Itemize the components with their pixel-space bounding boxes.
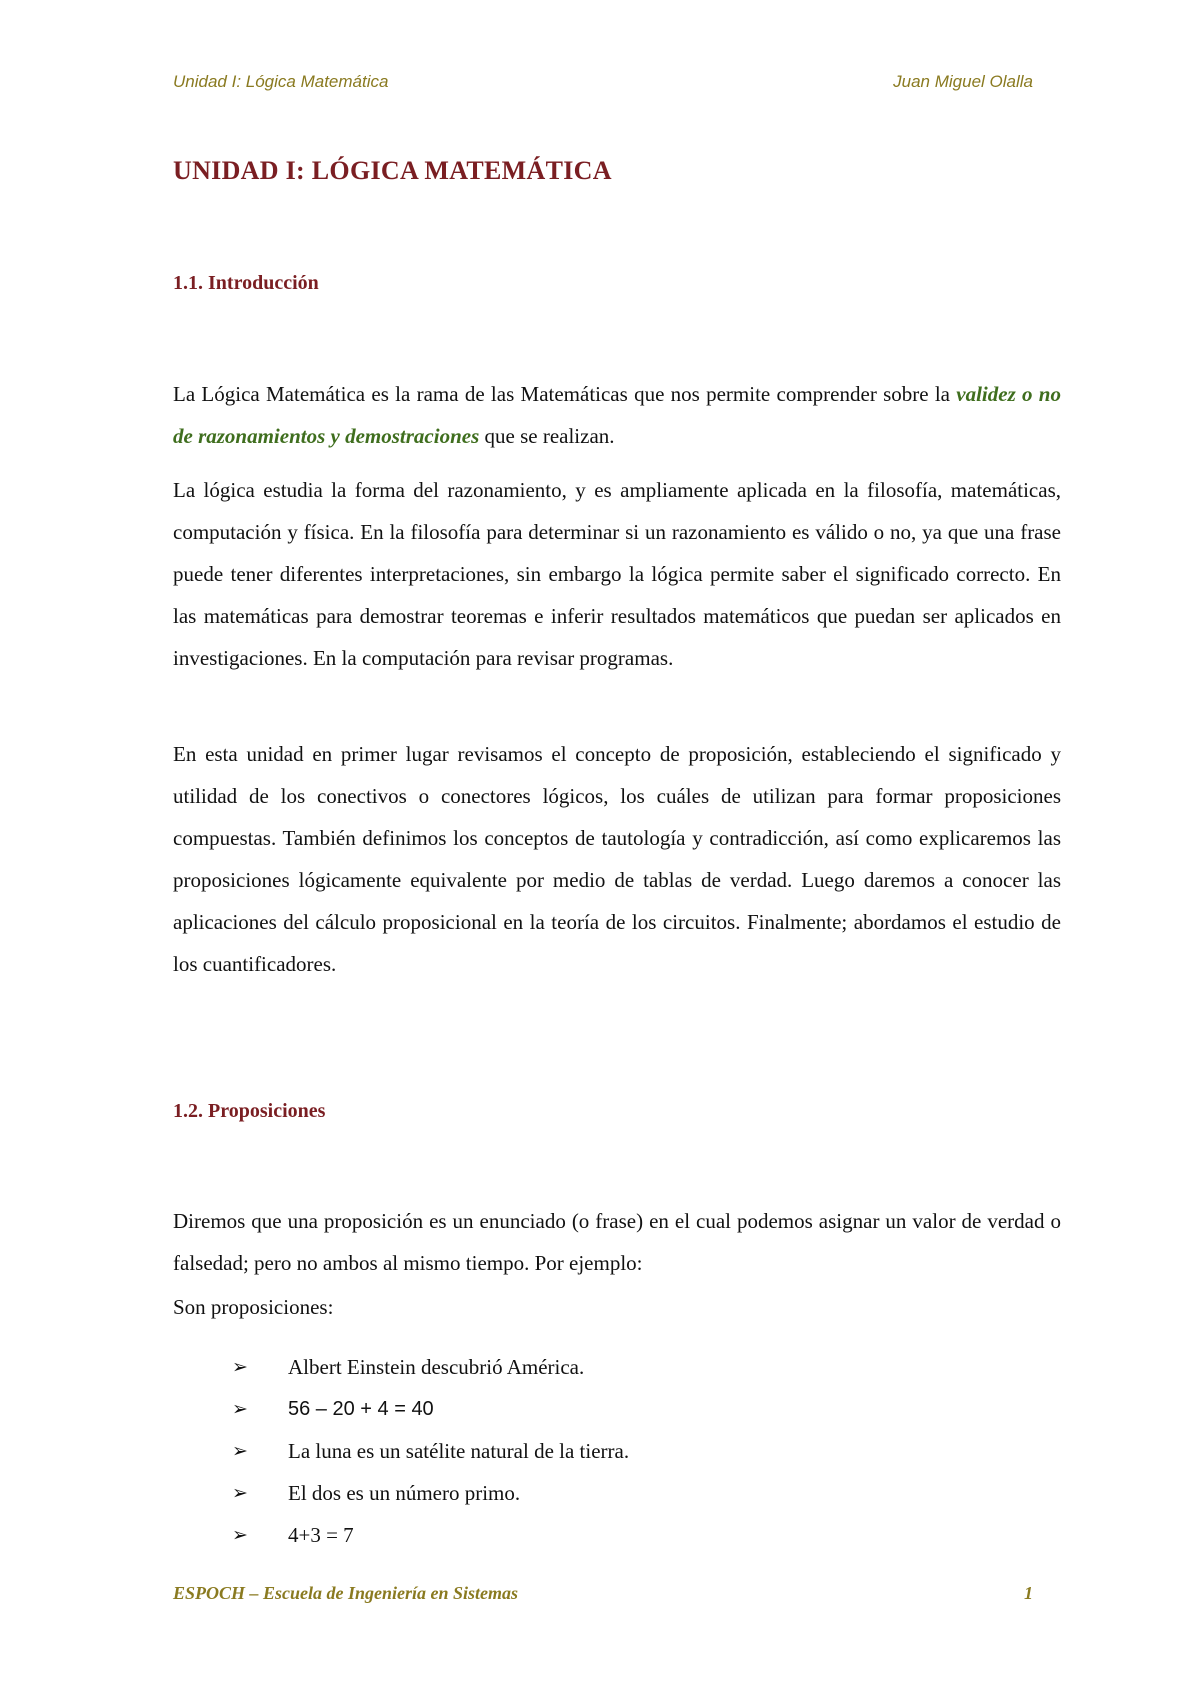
proposiciones-paragraph-1: Diremos que una proposición es un enunciado (o frase) en el cual podemos asignar un valor de verdad o falsedad; pero no ambos al mismo tiempo. Por ejemplo: — [173, 1209, 1061, 1275]
footer-institution: ESPOCH – Escuela de Ingeniería en Sistemas — [173, 1583, 519, 1603]
header-author: Juan Miguel Olalla — [893, 72, 1033, 91]
intro-paragraph-1-start: La Lógica Matemática es la rama de las Matemáticas que nos permite comprender sobre la — [173, 382, 957, 406]
list-item — [232, 1514, 629, 1556]
arrow-bullet-icon: ➢ — [232, 1356, 248, 1378]
arrow-bullet-icon: ➢ — [232, 1524, 248, 1546]
list-item — [232, 1346, 629, 1388]
list-item — [232, 1430, 629, 1472]
list-item-text: El dos es un número primo. — [288, 1481, 521, 1505]
header-unit-title: Unidad I: Lógica Matemática — [173, 72, 389, 91]
arrow-bullet-icon: ➢ — [232, 1398, 248, 1420]
list-item — [232, 1472, 629, 1514]
arrow-bullet-icon: ➢ — [232, 1482, 248, 1504]
list-item-text: Albert Einstein descubrió América. — [288, 1355, 585, 1379]
section-heading-proposiciones: 1.2. Proposiciones — [173, 1100, 326, 1122]
page-number: 1 — [1024, 1583, 1033, 1603]
proposition-examples-list — [232, 1346, 629, 1556]
list-item-text: 4+3 = 7 — [288, 1523, 354, 1547]
document-title: UNIDAD I: LÓGICA MATEMÁTICA — [173, 156, 612, 185]
page-footer — [173, 1583, 1033, 1613]
page-header — [173, 72, 1033, 102]
intro-paragraph-2: La lógica estudia la forma del razonamiento, y es ampliamente aplicada en la filosofía, matemáticas, computación y física. En la filosofía para determinar si un razonamiento es válido o no, ya que una frase puede tener diferentes interpretaciones, sin embargo la lógica permite saber el significado correcto. En las matemáticas para demostrar teoremas e inferir resultados matemáticos que puedan ser aplicados en investigaciones. En la computación para revisar programas. — [173, 478, 1061, 670]
list-item-text: La luna es un satélite natural de la tierra. — [288, 1439, 630, 1463]
list-item — [232, 1388, 629, 1430]
arrow-bullet-icon: ➢ — [232, 1440, 248, 1462]
intro-paragraph-1-end: que se realizan. — [479, 424, 615, 448]
intro-highlight-phrase: validez o no de razonamientos y demostraciones — [173, 382, 1061, 448]
intro-paragraph-1 — [173, 373, 1061, 457]
list-item-text: 56 – 20 + 4 = 40 — [288, 1398, 434, 1420]
section-heading-introduccion: 1.1. Introducción — [173, 272, 319, 294]
proposiciones-paragraph-2: Son proposiciones: — [173, 1295, 334, 1319]
intro-paragraph-3: En esta unidad en primer lugar revisamos el concepto de proposición, estableciendo el significado y utilidad de los conectivos o conectores lógicos, los cuáles de utilizan para formar proposiciones compuestas. También definimos los conceptos de tautología y contradicción, así como explicaremos las proposiciones lógicamente equivalente por medio de tablas de verdad. Luego daremos a conocer las aplicaciones del cálculo proposicional en la teoría de los circuitos. Finalmente; abordamos el estudio de los cuantificadores. — [173, 742, 1061, 976]
